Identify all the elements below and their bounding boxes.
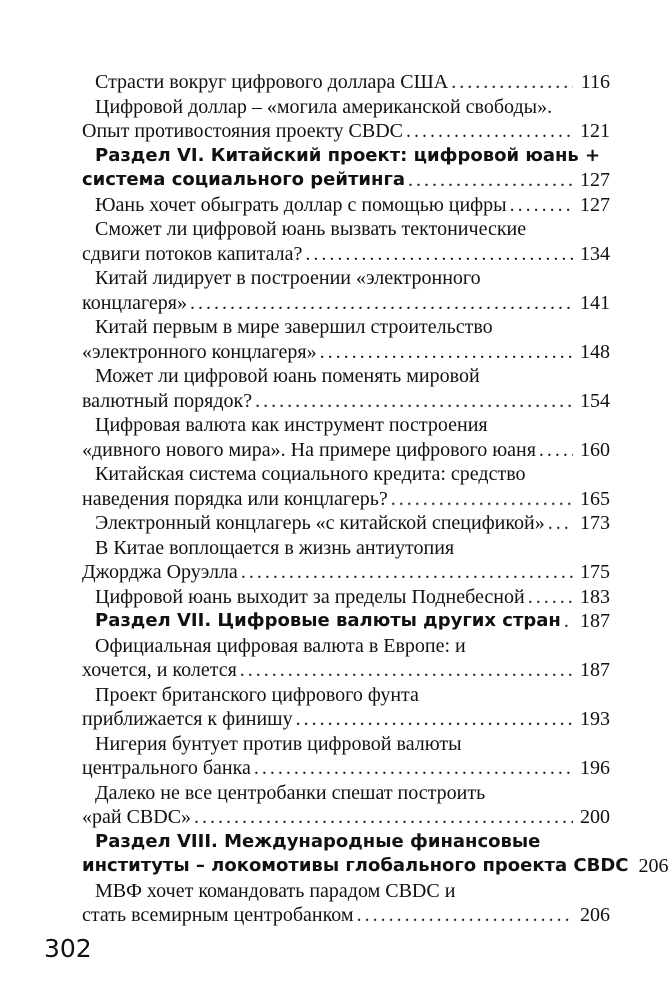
toc-entry[interactable]	[82, 70, 610, 95]
toc-entry-title-line: валютный порядок?	[82, 389, 253, 412]
toc-entry-title-line: приближается к финишу	[82, 708, 293, 730]
toc-entry[interactable]	[82, 315, 610, 364]
dot-leader	[305, 242, 573, 267]
toc-entry[interactable]	[82, 536, 610, 585]
toc-entry-line	[82, 707, 610, 732]
toc-entry-title-line: Страсти вокруг цифрового доллара США	[95, 71, 449, 93]
toc-entry-line	[82, 683, 610, 708]
dot-leader	[240, 658, 573, 683]
toc-page-number: 183	[580, 585, 610, 608]
toc-entry-title-line: Китайская система социального кредита: средство	[95, 463, 526, 485]
toc-page-number: 160	[580, 438, 610, 461]
toc-entry-title-line: Может ли цифровой юань поменять мировой	[95, 365, 480, 387]
toc-entry-title-line: Цифровая валюта как инструмент построения	[95, 414, 488, 436]
toc-entry-line	[82, 830, 610, 855]
toc-page-number: 121	[580, 120, 610, 142]
toc-page-number: 148	[580, 340, 610, 363]
toc-entry-line	[82, 732, 610, 757]
toc-entry[interactable]	[82, 634, 610, 683]
dot-leader	[190, 291, 573, 316]
toc-entry-title-line: «дивного нового мира». На примере цифрового юаня	[82, 438, 536, 461]
toc-entry-line	[82, 585, 610, 610]
toc-page-number: 127	[580, 169, 610, 191]
toc-entry-title-line: Китай лидирует в построении «электронного	[95, 267, 481, 289]
toc-entry-line	[82, 364, 610, 389]
toc-entry-title-line: Джорджа Оруэлла	[82, 561, 238, 583]
dot-leader	[510, 193, 573, 218]
dot-leader	[408, 168, 573, 193]
toc-entry-line	[82, 462, 610, 487]
toc-entry-title-line: МВФ хочет командовать парадом CBDC и	[95, 879, 456, 902]
toc-entry-line	[82, 193, 610, 218]
toc-entry-line	[82, 511, 610, 536]
toc-entry-line	[82, 438, 610, 463]
toc-entry[interactable]	[82, 781, 610, 830]
toc-entry-title-line: сдвиги потоков капитала?	[82, 242, 303, 265]
toc-page-number: 200	[580, 806, 610, 828]
toc-entry[interactable]	[82, 364, 610, 413]
toc-entry-title-line: Раздел VII. Цифровые валюты других стран	[95, 610, 561, 631]
toc-entry-title-line: Раздел VI. Китайский проект: цифровой юань +	[95, 144, 601, 166]
toc-entry[interactable]	[82, 413, 610, 462]
dot-leader	[451, 70, 573, 95]
toc-entry-line	[82, 217, 610, 242]
toc-entry-title-line: наведения порядка или концлагерь?	[82, 487, 388, 510]
toc-entry-title-line: Сможет ли цифровой юань вызвать тектонические	[95, 218, 527, 240]
dot-leader	[406, 119, 573, 144]
toc-entry-line	[82, 609, 610, 634]
dot-leader	[528, 585, 573, 610]
toc-entry-line	[82, 242, 610, 267]
dot-leader	[254, 756, 573, 781]
toc-entry-title-line: Цифровой юань выходит за пределы Поднебесной	[95, 585, 525, 608]
toc-entry[interactable]	[82, 95, 610, 144]
toc-entry-title-line: «рай CBDC»	[82, 806, 192, 828]
toc-page-number: 173	[580, 512, 610, 534]
toc-page-number: 206	[638, 855, 669, 877]
toc-entry-title-line: стать всемирным центробанком	[82, 904, 354, 926]
toc-entry-title-line: институты – локомотивы глобального проекта CBDC	[82, 855, 629, 876]
toc-entry-title-line: В Китае воплощается в жизнь антиутопия	[95, 536, 455, 559]
toc-page-number: 127	[580, 193, 610, 216]
toc-entry[interactable]	[82, 266, 610, 315]
dot-leader	[357, 903, 573, 928]
dot-leader	[194, 805, 573, 830]
toc-page-number: 134	[580, 242, 610, 265]
toc-entry-line	[82, 903, 610, 928]
toc-entry[interactable]	[82, 585, 610, 610]
toc-entry[interactable]	[82, 683, 610, 732]
toc-page-number: 196	[580, 757, 610, 779]
toc-page-number: 206	[580, 904, 610, 926]
toc-entry-line	[82, 781, 610, 806]
toc-entry-line	[82, 413, 610, 438]
toc-page-number: 187	[580, 610, 610, 632]
toc-entry-title-line: Официальная цифровая валюта в Европе: и	[95, 634, 466, 657]
toc-entry-line	[82, 560, 610, 585]
toc-page-number: 154	[580, 389, 610, 412]
toc-entry-line	[82, 634, 610, 659]
toc-entry-title-line: центрального банка	[82, 757, 251, 779]
page-number: 302	[44, 934, 92, 963]
toc-entry-line	[82, 70, 610, 95]
toc-entry[interactable]	[82, 217, 610, 266]
toc-entry-line	[82, 291, 610, 316]
toc-section-heading[interactable]	[82, 609, 610, 634]
toc-entry-title-line: Далеко не все центробанки спешат построить	[95, 781, 486, 804]
toc-entry-title-line: Раздел VIII. Международные финансовые	[95, 830, 541, 852]
toc-page-number: 116	[580, 71, 610, 93]
toc-entry-line	[82, 805, 610, 830]
toc-entry[interactable]	[82, 879, 610, 928]
toc-entry-line	[82, 266, 610, 291]
toc-entry-line	[82, 389, 610, 414]
toc-entry-line	[82, 315, 610, 340]
toc-entry-line	[82, 756, 610, 781]
dot-leader	[320, 340, 573, 365]
dot-leader	[539, 438, 573, 463]
toc-entry-title-line: Электронный концлагерь «с китайской спецификой»	[95, 512, 545, 534]
toc-page-number: 187	[580, 659, 610, 681]
toc-entry[interactable]	[82, 732, 610, 781]
dot-leader	[296, 707, 573, 732]
toc-entry-title-line: «электронного концлагеря»	[82, 340, 317, 363]
toc-entry-title-line: система социального рейтинга	[82, 169, 405, 190]
dot-leader	[255, 389, 573, 414]
toc-entry[interactable]	[82, 511, 610, 536]
toc-page-number: 175	[580, 561, 610, 583]
toc-entry-title-line: Опыт противостояния проекту CBDC	[82, 120, 404, 142]
toc-entry-title-line: Проект британского цифрового фунта	[95, 683, 419, 706]
toc-entry-title-line: Нигерия бунтует против цифровой валюты	[95, 732, 462, 755]
toc-entry-title-line: концлагеря»	[82, 291, 187, 314]
dot-leader	[564, 609, 573, 634]
toc-entry[interactable]	[82, 462, 610, 511]
toc-page-number: 141	[580, 291, 610, 314]
toc-entry-title-line: Китай первым в мире завершил строительство	[95, 316, 493, 338]
dot-leader	[548, 511, 573, 536]
toc-entry-title-line: хочется, и колется	[82, 659, 237, 681]
toc-entry-line	[82, 95, 610, 120]
dot-leader	[241, 560, 573, 585]
toc-page-number: 193	[580, 708, 610, 730]
toc-entry-line	[82, 168, 610, 193]
toc-page-number: 165	[580, 487, 610, 510]
table-of-contents	[82, 70, 669, 928]
toc-section-heading[interactable]	[82, 830, 669, 879]
toc-entry-line	[82, 144, 610, 169]
toc-section-heading[interactable]	[82, 144, 610, 193]
toc-entry-title-line: Юань хочет обыграть доллар с помощью цифры	[95, 193, 507, 216]
toc-entry-line	[82, 658, 610, 683]
toc-entry-line	[82, 487, 610, 512]
dot-leader	[391, 487, 573, 512]
toc-entry-line	[82, 854, 669, 879]
toc-entry-line	[82, 536, 610, 561]
toc-entry-line	[82, 879, 610, 904]
toc-entry-line	[82, 340, 610, 365]
toc-entry-line	[82, 119, 610, 144]
toc-entry-title-line: Цифровой доллар – «могила американской свободы».	[95, 95, 553, 118]
toc-entry[interactable]	[82, 193, 610, 218]
